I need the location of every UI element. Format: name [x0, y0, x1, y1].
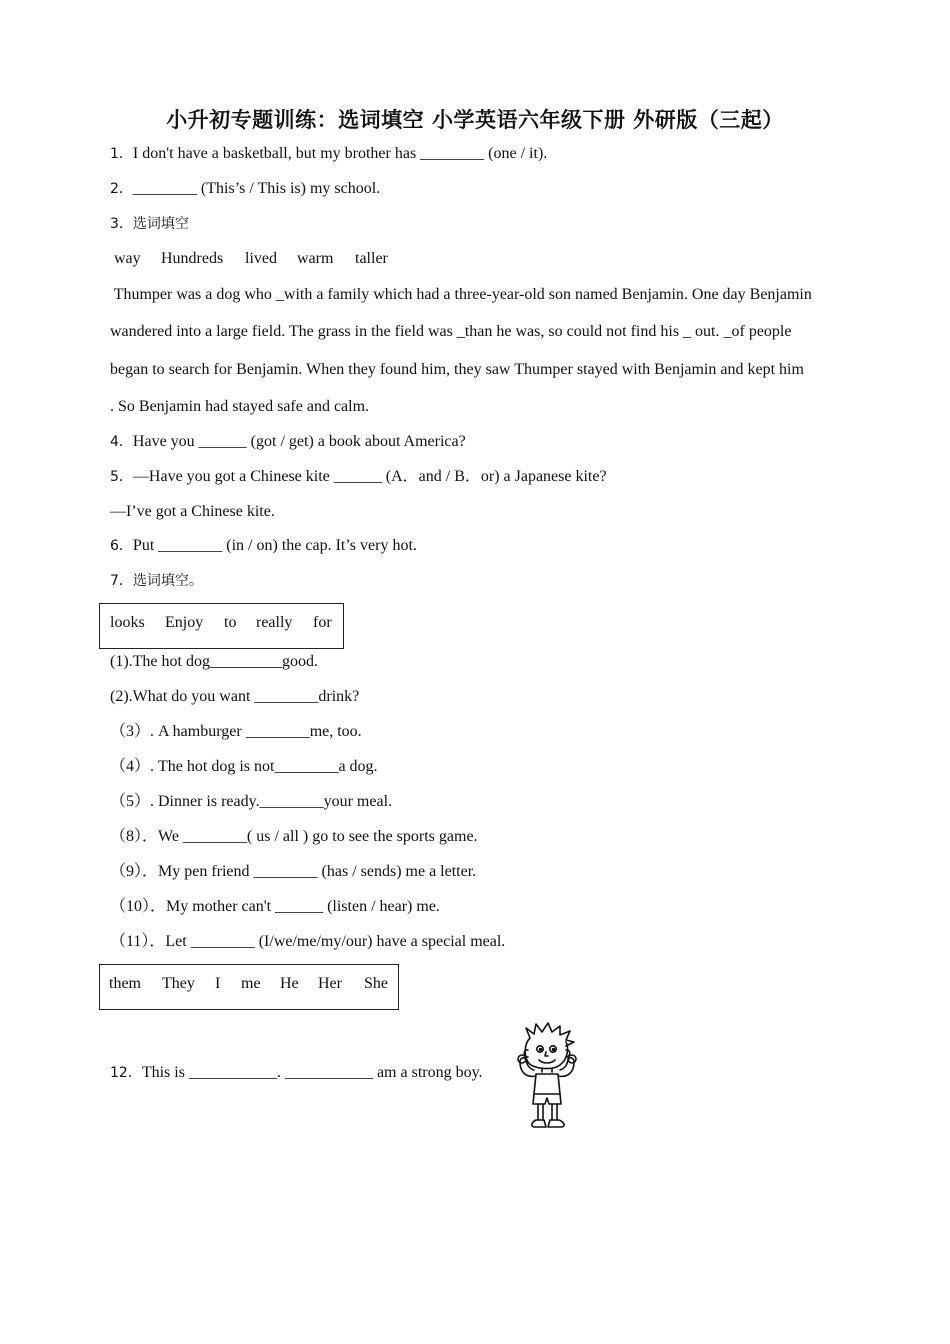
question-number: 7．: [110, 573, 133, 589]
question-7-item: (2).What do you want ________drink?: [110, 688, 360, 705]
page-title: 小升初专题训练：选词填空 小学英语六年级下册 外研版（三起）: [166, 108, 784, 132]
word-bank-item: to: [224, 614, 237, 631]
question-3-heading: [110, 214, 189, 234]
word-bank-item: really: [256, 614, 293, 631]
passage-line: began to search for Benjamin. When they found him, they saw Thumper stayed with Benjamin and kept him: [110, 361, 804, 378]
question-number: 2．: [110, 181, 133, 197]
word-bank-item: Enjoy: [165, 614, 204, 631]
question-12: [110, 1063, 483, 1083]
word-bank-item: for: [313, 614, 332, 631]
question-text: This is ___________. ___________ am a strong boy.: [141, 1064, 483, 1081]
word-bank-item: way: [114, 250, 141, 267]
question-number: 4．: [110, 434, 133, 450]
q7-word-box: [99, 603, 344, 649]
question-number: 3．: [110, 216, 133, 232]
word-bank-item: warm: [297, 250, 334, 267]
extra-question: （9）．My pen friend ________ (has / sends) me a letter.: [110, 863, 477, 880]
word-bank-item: looks: [110, 614, 145, 631]
question-7-heading: [110, 571, 203, 591]
word-bank-item: me: [241, 975, 261, 992]
question-text: Have you ______ (got / get) a book about America?: [132, 433, 466, 450]
question-text: I don't have a basketball, but my brother has ________ (one / it).: [132, 145, 548, 162]
passage-line: Thumper was a dog who _with a family which had a three-year-old son named Benjamin. One day Benjamin: [110, 286, 812, 303]
pronoun-word-box: [99, 964, 399, 1010]
word-bank-item: taller: [355, 250, 388, 267]
extra-question: （11）．Let ________ (I/we/me/my/our) have a special meal.: [110, 933, 506, 950]
question-5: [110, 467, 607, 487]
word-bank-item: She: [364, 975, 388, 992]
question-7-item: （3）. A hamburger ________me, too.: [110, 723, 362, 740]
question-6: [110, 536, 417, 556]
question-number: 1．: [110, 146, 133, 162]
extra-question: （10）．My mother can't ______ (listen / hear) me.: [110, 898, 440, 915]
question-number: 6．: [110, 538, 133, 554]
passage-line: wandered into a large field. The grass in the field was _than he was, so could not find his _ out. _of people: [110, 323, 792, 340]
word-bank-item: He: [280, 975, 299, 992]
question-2: [110, 179, 380, 199]
question-5-answer: —I’ve got a Chinese kite.: [110, 503, 275, 520]
question-7-item: （5）. Dinner is ready.________your meal.: [110, 793, 393, 810]
question-instruction: 选词填空。: [132, 573, 203, 589]
question-1: [110, 144, 547, 164]
word-bank-item: Hundreds: [161, 250, 224, 267]
question-text: ________ (This’s / This is) my school.: [132, 180, 381, 197]
question-7-item: （4）. The hot dog is not________a dog.: [110, 758, 378, 775]
question-instruction: 选词填空: [132, 216, 189, 232]
question-text: Put ________ (in / on) the cap. It’s very hot.: [132, 537, 417, 554]
word-bank-item: They: [162, 975, 195, 992]
passage-line: . So Benjamin had stayed safe and calm.: [110, 398, 370, 415]
extra-question: （8）．We ________( us / all ) go to see the sports game.: [110, 828, 478, 845]
word-bank-item: Her: [318, 975, 342, 992]
question-number: 12．: [110, 1065, 142, 1081]
question-4: [110, 432, 466, 452]
word-bank-item: lived: [245, 250, 277, 267]
strong-boy-cartoon: [512, 1022, 588, 1130]
question-text: —Have you got a Chinese kite ______ (A．and / B．or) a Japanese kite?: [132, 468, 607, 485]
word-bank-item: I: [215, 975, 221, 992]
question-7-item: (1).The hot dog_________good.: [110, 653, 318, 670]
word-bank-item: them: [109, 975, 141, 992]
question-number: 5．: [110, 469, 133, 485]
